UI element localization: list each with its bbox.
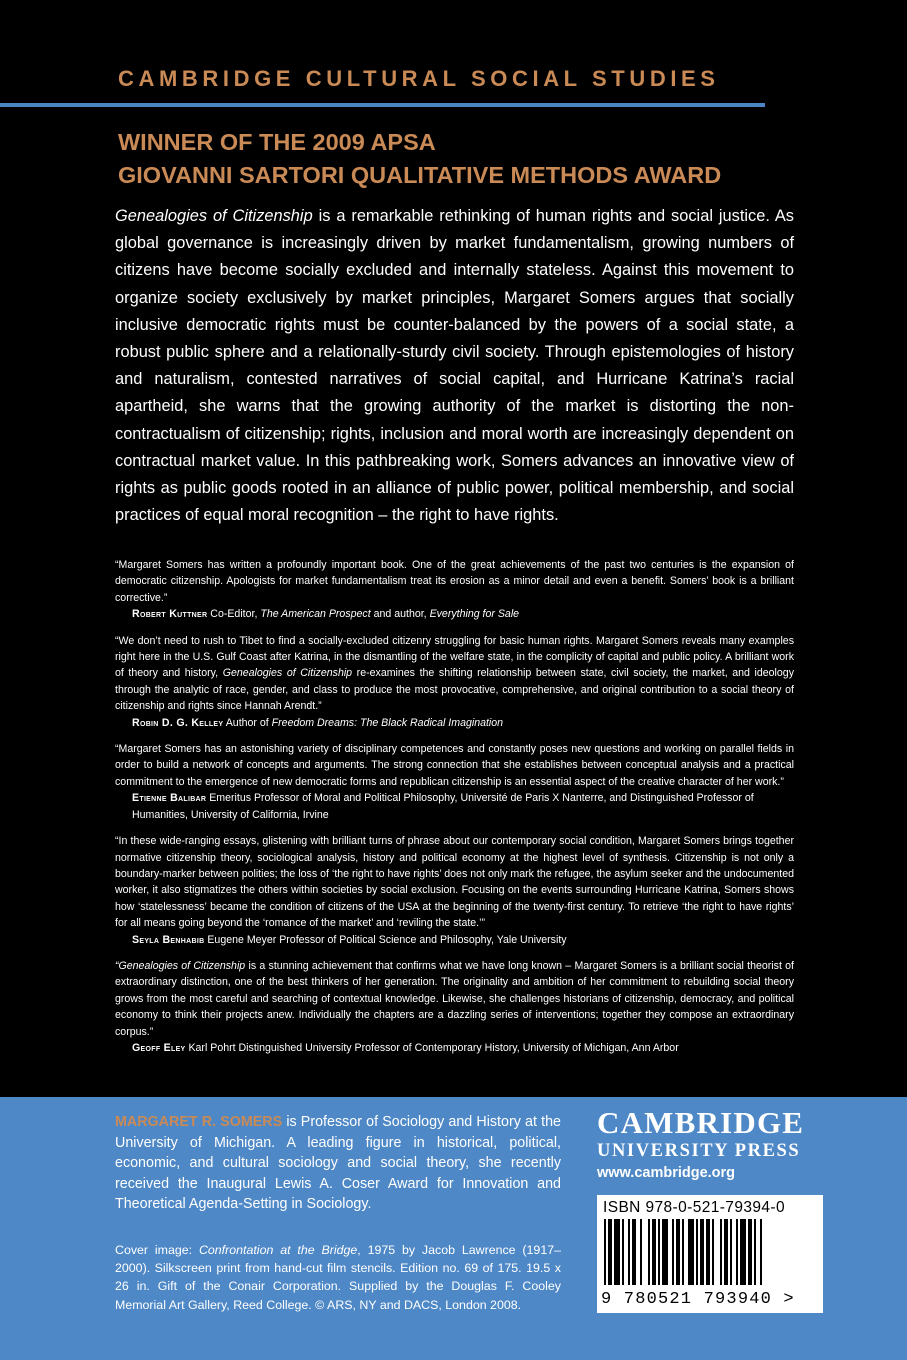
endorsement bbox=[115, 557, 794, 623]
endorser-role: Co-Editor, bbox=[207, 608, 261, 621]
publisher-name: CAMBRIDGE bbox=[597, 1105, 805, 1140]
endorser-role: and author, bbox=[370, 608, 430, 621]
barcode-bar bbox=[700, 1219, 704, 1285]
barcode-bar bbox=[604, 1219, 606, 1285]
barcode-bar bbox=[696, 1219, 698, 1285]
barcode-bar bbox=[614, 1219, 620, 1285]
cover-credit bbox=[115, 1241, 561, 1314]
barcode-bar bbox=[688, 1219, 694, 1285]
quote-text: “We don’t need to rush to Tibet to find a socially-excluded citizenry struggling for basic human rights. Margaret Somers reveals many examples right here in the U.S. Gulf Coast after Katrina, in the dismantling of the welfare state, in the complicity of capital and public policy. A brilliant work of theory and history, bbox=[115, 634, 794, 680]
barcode-bar bbox=[730, 1219, 732, 1285]
endorser-name: Etienne Balibar bbox=[132, 792, 207, 805]
endorser-role: Karl Pohrt Distinguished University Professor of Contemporary History, University of Michigan, Ann Arbor bbox=[185, 1041, 679, 1054]
author-bio-text: is Professor of Sociology and History at the University of Michigan. A leading figure in historical, political, economic, and cultural sociology and social theory, she recently received the Inaugural Lewis A. Coser Award for Innovation and Theoretical Agenda-Setting in Sociology. bbox=[115, 1114, 561, 1213]
publisher-logo bbox=[597, 1106, 804, 1184]
barcode bbox=[597, 1195, 823, 1313]
award-line-2: GIOVANNI SARTORI QUALITATIVE METHODS AWARD bbox=[118, 162, 722, 188]
series-title: CAMBRIDGE CULTURAL SOCIAL STUDIES bbox=[118, 66, 720, 91]
quote-text: “Margaret Somers has an astonishing variety of disciplinary competences and constantly poses new questions and working on parallel fields in order to build a network of concepts and arguments. The strong connection that she establishes between conceptual analysis and a practical commitment to the emergence of new democratic forms and republican citizenship is an essential aspect of the creative character of her work.” bbox=[115, 743, 794, 788]
author-name: MARGARET R. SOMERS bbox=[115, 1114, 283, 1130]
award-heading bbox=[118, 126, 721, 192]
endorser-name: Geoff Eley bbox=[132, 1041, 186, 1054]
barcode-bars bbox=[604, 1219, 816, 1291]
barcode-bar bbox=[658, 1219, 660, 1285]
credit-text: Cover image: bbox=[115, 1243, 199, 1257]
ean-number: 9 780521 793940 > bbox=[601, 1290, 795, 1309]
publisher-url: www.cambridge.org bbox=[597, 1165, 736, 1181]
divider-rule bbox=[0, 103, 765, 107]
barcode-bar bbox=[676, 1219, 680, 1285]
quote-attribution bbox=[115, 790, 794, 823]
quote-attribution bbox=[115, 606, 794, 622]
barcode-bar bbox=[706, 1219, 710, 1285]
barcode-bar bbox=[712, 1219, 714, 1285]
author-bio bbox=[115, 1112, 561, 1215]
description-text: is a remarkable rethinking of human rights and social justice. As global governance is increasingly driven by market fundamentalism, growing numbers of citizens have become socially excluded and internally stateless. Against this movement to organize society exclusively by market principles, Margaret Somers argues that socially inclusive democratic rights must be counter-balanced by the powers of a social state, a robust public sphere and a relationally-sturdy civil society. Through epistemologies of history and naturalism, contested narratives of social capital, and Hurricane Katrina’s racial apartheid, she warns that the growing authority of the market is distorting the noncontractualism of citizenship; rights, inclusion and moral worth are increasingly dependent on contractual market value. In this pathbreaking work, Somers advances an innovative view of rights as public goods rooted in an alliance of public power, political membership, and social practices of equal moral recognition – the right to have rights. bbox=[115, 207, 795, 525]
barcode-bar bbox=[740, 1219, 746, 1285]
credit-text: , 1975 by Jacob Lawrence (1917–2000). Silkscreen print from hand-cut film stencils. Edition no. 69 of 175. 19.5 x 26 in. Gift of the Conair Corporation. Supplied by the Douglas F. Cooley Memorial Art Gallery, Reed College. © ARS, NY and DACS, London 2008. bbox=[115, 1243, 561, 1312]
barcode-bar bbox=[608, 1219, 612, 1285]
publisher-subtitle: UNIVERSITY PRESS bbox=[597, 1141, 801, 1161]
quote-text: re-examines the shifting relationship between state, civil society, the market, and ideology through the analytic of race, gender, and class to produce the most provocative, comprehensive, and original contribution to a social theory of citizenship and rights since Hannah Arendt.” bbox=[115, 667, 794, 713]
quote-text: “In these wide-ranging essays, glistening with brilliant turns of phrase about our contemporary social condition, Margaret Somers brings together normative citizenship theory, sociological analysis, history and political economy at the highest level of synthesis. Citizenship is not only a boundary-marker between polities; the loss of ‘the right to have rights’ does not only mark the refugee, the asylum seeker and the undocumented worker, it also stigmatizes the others within societies by social exclusion. Focusing on the events surrounding Hurricane Katrina, Somers shows how ‘statelessness’ became the condition of citizens of the USA at the beginning of the twenty-first century. To retrieve ‘the right to have rights’ for all means going beyond the ‘romance of the market’ and ‘reviling the state.’” bbox=[115, 835, 794, 930]
publication-title: Everything for Sale bbox=[429, 608, 520, 621]
barcode-bar bbox=[754, 1219, 756, 1285]
endorsement bbox=[115, 958, 794, 1056]
barcode-bar bbox=[720, 1219, 722, 1285]
book-title: “Genealogies of Citizenship bbox=[115, 959, 246, 972]
barcode-bar bbox=[682, 1219, 684, 1285]
barcode-bar bbox=[632, 1219, 636, 1285]
publication-title: Freedom Dreams: The Black Radical Imagination bbox=[271, 716, 504, 729]
endorsement bbox=[115, 741, 794, 823]
endorser-name: Seyla Benhabib bbox=[132, 933, 205, 946]
endorsement bbox=[115, 833, 794, 948]
artwork-title: Confrontation at the Bridge bbox=[198, 1243, 358, 1257]
endorsement bbox=[115, 633, 794, 731]
quote-text: “Margaret Somers has written a profoundly important book. One of the great achievements of the past two centuries is the expansion of democratic citizenship. Apologists for market fundamentalism treat its erosion as a minor detail and even a benefit. Somers’ book is a brilliant corrective.” bbox=[115, 559, 794, 604]
endorser-role: Author of bbox=[223, 716, 272, 729]
barcode-bar bbox=[628, 1219, 630, 1285]
endorser-role: Eugene Meyer Professor of Political Science and Philosophy, Yale University bbox=[204, 933, 567, 946]
barcode-bar bbox=[724, 1219, 728, 1285]
publication-title: The American Prospect bbox=[260, 608, 371, 621]
book-description bbox=[115, 203, 794, 529]
award-line-1: WINNER OF THE 2009 APSA bbox=[118, 129, 436, 155]
book-title: Genealogies of Citizenship bbox=[115, 207, 313, 225]
barcode-bar bbox=[736, 1219, 738, 1285]
barcode-bar bbox=[648, 1219, 650, 1285]
endorser-role: Emeritus Professor of Moral and Political Philosophy, Université de Paris X Nanterre, and Distinguished Professor of Humanities, University of California, Irvine bbox=[132, 792, 754, 821]
barcode-bar bbox=[672, 1219, 674, 1285]
barcode-bar bbox=[622, 1219, 624, 1285]
book-title: Genealogies of Citizenship bbox=[222, 667, 353, 680]
quote-text: is a stunning achievement that confirms what we have long known – Margaret Somers is a brilliant social theorist of extraordinary distinction, one of the best thinkers of her generation. The originality and ambition of her commitment to rebuilding social theory grows from the most careful and searching of contextual knowledge. Likewise, she challenges historians of citizenship, democracy, and political economy to think their projects anew. Individually the chapters are a dazzling series of interventions; together they compose an extraordinary corpus.” bbox=[115, 959, 794, 1038]
endorser-name: Robin D. G. Kelley bbox=[132, 716, 224, 729]
barcode-bar bbox=[748, 1219, 752, 1285]
endorser-name: Robert Kuttner bbox=[132, 608, 208, 621]
barcode-bar bbox=[640, 1219, 642, 1285]
barcode-bar bbox=[760, 1219, 762, 1285]
endorsements bbox=[115, 557, 794, 1066]
quote-attribution bbox=[115, 1040, 794, 1056]
isbn-label: ISBN 978-0-521-79394-0 bbox=[603, 1199, 785, 1216]
barcode-bar bbox=[662, 1219, 668, 1285]
quote-attribution bbox=[115, 715, 794, 731]
quote-attribution bbox=[115, 932, 794, 948]
barcode-bar bbox=[652, 1219, 656, 1285]
